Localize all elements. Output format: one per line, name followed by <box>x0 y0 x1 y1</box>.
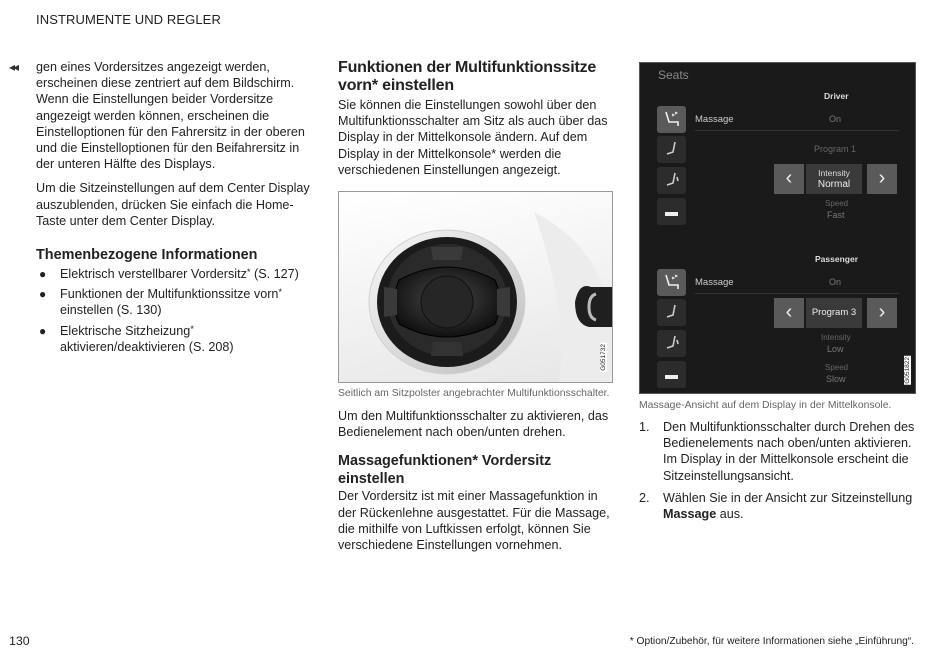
seat-cushion-icon[interactable] <box>657 361 686 388</box>
driver-massage-value[interactable]: On <box>829 114 842 124</box>
seat-cushion-icon[interactable] <box>657 198 686 225</box>
bullet-icon: ● <box>39 323 47 338</box>
column-3 <box>639 62 916 528</box>
section-header: INSTRUMENTE UND REGLER <box>36 12 221 27</box>
seat-adjust-icon[interactable] <box>657 299 686 326</box>
passenger-massage-label: Massage <box>695 277 734 288</box>
passenger-speed-label: Speed <box>825 363 849 372</box>
related-link-item[interactable]: ● Elektrisch verstellbarer Vordersitz* (S. 127) <box>39 267 299 282</box>
seat-lumbar-icon[interactable] <box>657 167 686 194</box>
passenger-label: Passenger <box>815 254 858 264</box>
passenger-next-arrow[interactable]: › <box>867 298 897 328</box>
related-link-item[interactable]: ● Funktionen der Multifunktionssitze vorn* einstellen (S. 130) <box>39 287 283 318</box>
massage-keyword: Massage <box>663 507 717 522</box>
driver-next-arrow[interactable]: › <box>867 164 897 194</box>
massage-seat-icon[interactable] <box>657 106 686 133</box>
passenger-intensity-value[interactable]: Low <box>827 344 844 354</box>
driver-intensity-label: Intensity <box>818 168 850 178</box>
related-info-list <box>36 266 312 355</box>
paragraph-continuation: gen eines Vordersitzes angezeigt werden, erscheinen diese zentriert auf dem Bildschirm. Wenn die Einstellungen beider Vordersitze angezeigt werden können, erscheinen die Einstelloptionen für den Fahrersitz in der oberen und die Einstelloptionen für den Beifahrersitz in der unteren Hälfte des Displays. <box>36 60 305 172</box>
paragraph-home-button: Um die Sitzeinstellungen auf dem Center Display auszublenden, drücken Sie einfach die Home-Taste unter dem Center Display. <box>36 181 310 228</box>
related-link-item[interactable]: ● Elektrische Sitzheizung* aktivieren/deaktivieren (S. 208) <box>39 323 234 354</box>
passenger-program[interactable]: Program 3 <box>806 298 862 328</box>
seat-lumbar-icon[interactable] <box>657 330 686 357</box>
driver-massage-label: Massage <box>695 114 734 125</box>
section-title: Funktionen der Multifunktionssitze vorn* einstellen <box>338 59 597 94</box>
massage-heading: Massagefunktionen* Vordersitz einstellen <box>338 453 552 488</box>
passenger-speed-value[interactable]: Slow <box>826 374 846 384</box>
massage-paragraph: Der Vordersitz ist mit einer Massagefunktion in der Rückenlehne ausgestattet. Für die Massage, die mithilfe von Luftkissen erfolgt, können Sie verschiedene Einstellungen vornehmen. <box>338 489 610 553</box>
step-item: 1. Den Multifunktionsschalter durch Drehen des Bedienelements nach oben/unten aktivieren. Im Display in der Mittelkonsole erscheint die Sitzeinstellungsansicht. <box>639 420 915 483</box>
double-chevron-left-icon[interactable]: ◂◂ <box>9 60 18 74</box>
column-1 <box>36 59 312 359</box>
image-code: G051822 <box>904 357 911 384</box>
image-code: G051732 <box>600 344 607 372</box>
driver-label: Driver <box>824 91 849 101</box>
passenger-massage-value[interactable]: On <box>829 277 842 287</box>
related-info-heading: Themenbezogene Informationen <box>36 247 258 264</box>
passenger-intensity-label: Intensity <box>821 333 851 342</box>
page-number: 130 <box>9 634 30 648</box>
footnote: * Option/Zubehör, für weitere Informationen siehe „Einführung“. <box>629 636 914 647</box>
screen-title: Seats <box>658 68 689 82</box>
intro-paragraph: Sie können die Einstellungen sowohl über den Multifunktionsschalter am Sitz als auch über das Display in der Mittelkonsole ändern. Auf dem Display in der Mittelkonsole* werden die verschiedenen Einstellungen angezeigt. <box>338 98 608 177</box>
driver-intensity-box <box>806 164 862 194</box>
driver-intensity-value: Normal <box>817 179 851 190</box>
image-caption: Seitlich am Sitzpolster angebrachter Multifunktionsschalter. <box>338 388 610 400</box>
passenger-prev-arrow[interactable]: ‹ <box>774 298 804 328</box>
center-display-screenshot <box>639 62 916 394</box>
seat-adjust-icon[interactable] <box>657 136 686 163</box>
activation-paragraph: Um den Multifunktionsschalter zu aktivieren, das Bedienelement nach oben/unten drehen. <box>338 409 609 440</box>
steps-list <box>639 419 916 522</box>
screen-caption: Massage-Ansicht auf dem Display in der Mittelkonsole. <box>639 400 892 411</box>
multifunction-switch-photo <box>338 191 613 383</box>
bullet-icon: ● <box>39 267 47 282</box>
multifunction-switch-illustration <box>339 192 612 382</box>
driver-program[interactable]: Program 1 <box>814 144 857 154</box>
driver-speed-value[interactable]: Fast <box>827 210 845 220</box>
bullet-icon: ● <box>39 287 47 302</box>
driver-speed-label: Speed <box>825 199 849 208</box>
column-2 <box>338 59 614 553</box>
driver-prev-arrow[interactable]: ‹ <box>774 164 804 194</box>
massage-seat-icon[interactable] <box>657 269 686 296</box>
step-item: 2. Wählen Sie in der Ansicht zur Sitzeinstellung Massage aus. <box>639 490 913 522</box>
